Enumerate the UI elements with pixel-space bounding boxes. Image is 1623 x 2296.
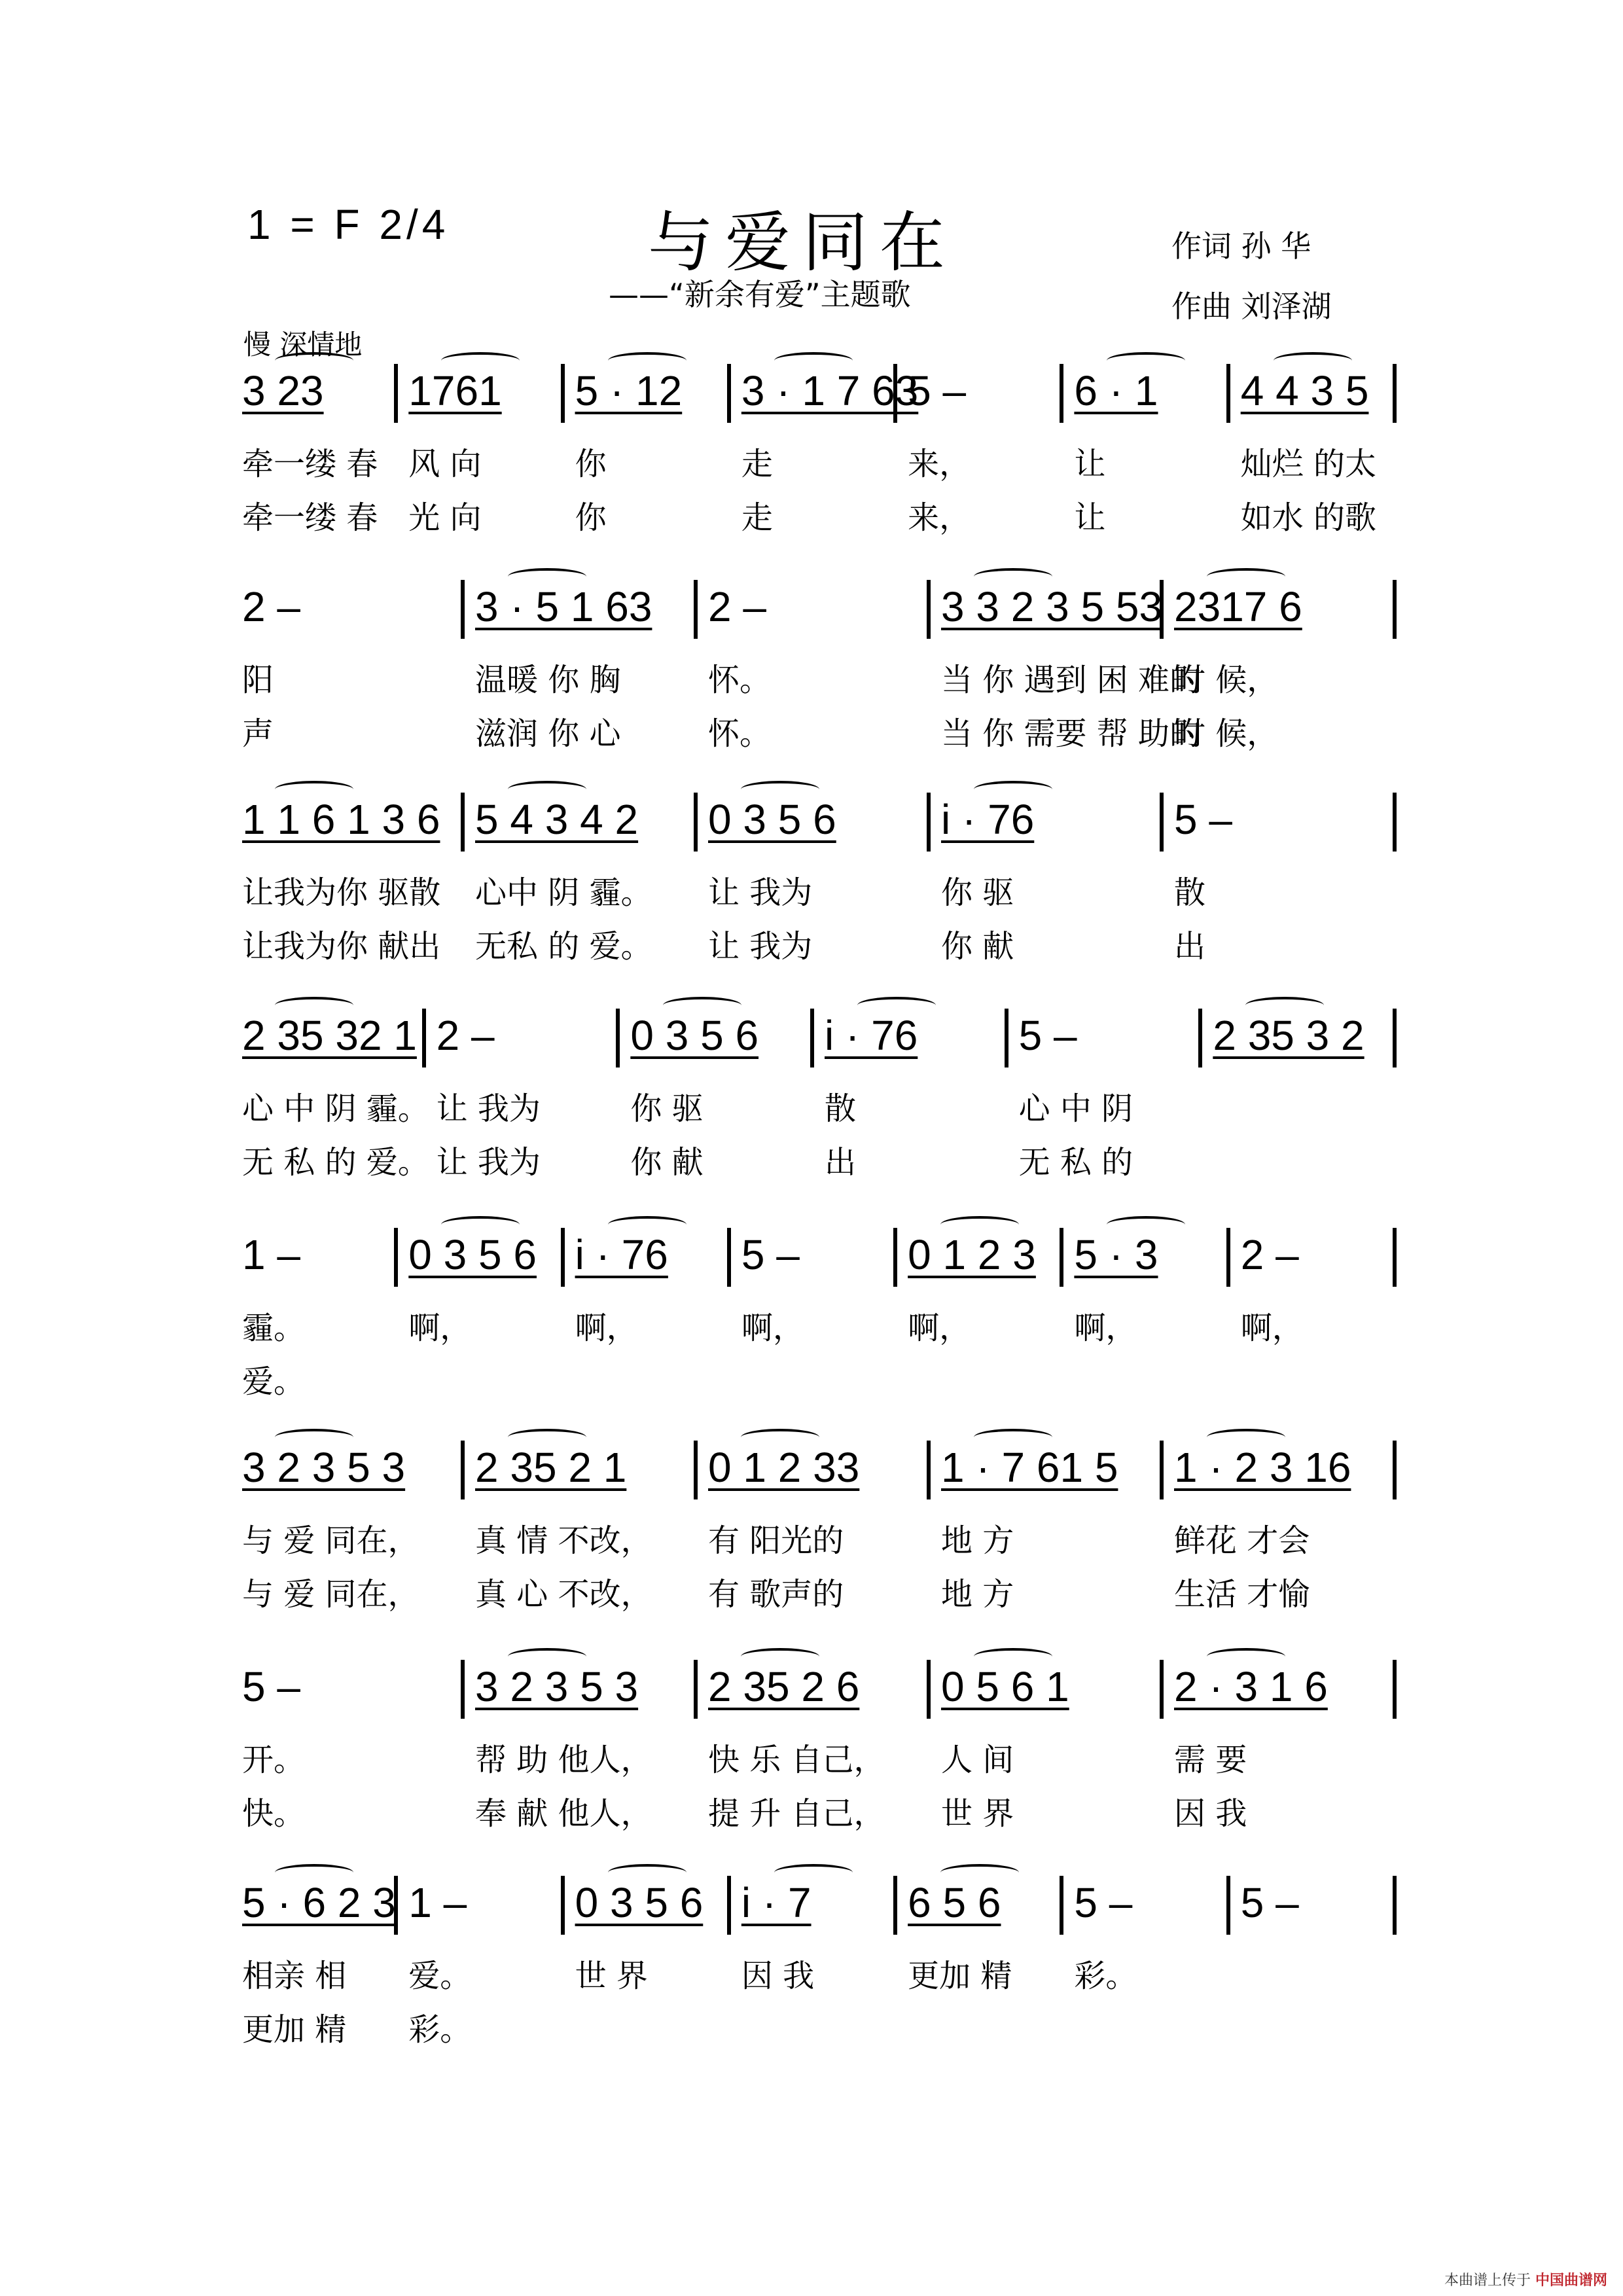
lyrics-verse-2 xyxy=(236,492,1400,536)
lyric-segment: 更加 精 xyxy=(908,1958,1012,1994)
measure-notes: 1 · 2 3 16 xyxy=(1174,1444,1351,1491)
lyric-segment: 牵一缕 春 xyxy=(242,446,378,482)
lyric-segment: 人 间 xyxy=(941,1742,1014,1778)
lyric-segment: 与 爱 同在， xyxy=(242,1522,419,1559)
lyric-segment: 啊， xyxy=(1074,1310,1137,1346)
lyric-segment: 有 歌声的 xyxy=(708,1576,844,1613)
lyric-segment: 你 献 xyxy=(941,928,1014,965)
lyric-segment: 时 候， xyxy=(1174,715,1279,752)
measure-notes: 6 · 1 xyxy=(1074,367,1158,414)
lyric-segment: 你 驱 xyxy=(630,1090,704,1127)
lyric-segment: 让 我为 xyxy=(436,1090,541,1127)
lyric-segment: 彩。 xyxy=(408,2011,472,2048)
lyrics-verse-1 xyxy=(236,867,1400,911)
measure-notes: 0 3 5 6 xyxy=(408,1231,537,1278)
measure-notes: 3 2 3 5 3 xyxy=(242,1444,406,1491)
measure-notes: 2 35 3 2 xyxy=(1213,1012,1364,1059)
lyrics-verse-2 xyxy=(236,921,1400,965)
lyrics-verse-1 xyxy=(236,655,1400,698)
lyric-segment: 开。 xyxy=(242,1742,306,1778)
notation-row xyxy=(236,583,1400,641)
lyric-segment: 散 xyxy=(1174,874,1206,911)
measure-notes: 5 – xyxy=(1240,1879,1299,1926)
measure-notes: 3 23 xyxy=(242,367,324,414)
lyric-segment: 让 xyxy=(1074,446,1106,482)
lyric-segment: 怀。 xyxy=(708,662,772,698)
measure-notes: 3 2 3 5 3 xyxy=(475,1663,639,1710)
measure-notes: 0 1 2 33 xyxy=(708,1444,860,1491)
measure-notes: 2 · 3 1 6 xyxy=(1174,1663,1328,1710)
measure-notes: 2 35 2 6 xyxy=(708,1663,860,1710)
lyrics-verse-2 xyxy=(236,1137,1400,1181)
measure-notes: 5 4 3 4 2 xyxy=(475,796,639,843)
lyric-segment: 更加 精 xyxy=(242,2011,347,2048)
lyric-segment: 因 我 xyxy=(1174,1795,1247,1832)
measure-notes: 5 – xyxy=(242,1663,300,1710)
lyric-segment: 相亲 相 xyxy=(242,1958,347,1994)
measure-notes: 2317 6 xyxy=(1174,583,1302,630)
lyric-segment: 来， xyxy=(908,446,971,482)
lyrics-verse-1 xyxy=(236,1302,1400,1346)
lyric-segment: 啊， xyxy=(741,1310,804,1346)
lyric-segment: 当 你 需要 帮 助的 xyxy=(941,715,1202,752)
measure-notes: 2 35 32 1 xyxy=(242,1012,417,1059)
lyric-segment: 如水 的歌 xyxy=(1240,499,1376,536)
lyrics-verse-2 xyxy=(236,1569,1400,1613)
key-signature: 1 = F 2/4 xyxy=(247,201,450,248)
lyric-segment: 怀。 xyxy=(708,715,772,752)
lyrics-verse-1 xyxy=(236,1515,1400,1559)
lyric-segment: 真 心 不改， xyxy=(475,1576,652,1613)
lyric-segment: 世 界 xyxy=(941,1795,1014,1832)
measure-notes: 0 1 2 3 xyxy=(908,1231,1036,1278)
lyric-segment: 让我为你 驱散 xyxy=(242,874,441,911)
measure-notes: 5 – xyxy=(741,1231,800,1278)
lyric-segment: 地 方 xyxy=(941,1576,1014,1613)
notation-row xyxy=(236,367,1400,425)
lyric-segment: 生活 才愉 xyxy=(1174,1576,1310,1613)
lyric-segment: 无 私 的 爱。 xyxy=(242,1144,429,1181)
notation-row xyxy=(236,1011,1400,1070)
measure-notes: 4 4 3 5 xyxy=(1240,367,1369,414)
measure-notes: 2 35 2 1 xyxy=(475,1444,627,1491)
lyric-segment: 散 xyxy=(825,1090,857,1127)
lyric-segment: 真 情 不改， xyxy=(475,1522,652,1559)
measure-notes: 1 – xyxy=(242,1231,300,1278)
lyric-segment: 牵一缕 春 xyxy=(242,499,378,536)
composer-credit: 作曲 刘泽湖 xyxy=(1171,289,1332,324)
measure-notes: 5 · 6 2 3 xyxy=(242,1879,396,1926)
measure-notes: i · 7 xyxy=(741,1879,812,1926)
lyric-segment: 滋润 你 心 xyxy=(475,715,621,752)
lyric-segment: 心中 阴 霾。 xyxy=(475,874,652,911)
lyric-segment: 心 中 阴 霾。 xyxy=(242,1090,429,1127)
lyric-segment: 与 爱 同在， xyxy=(242,1576,419,1613)
measure-notes: i · 76 xyxy=(941,796,1035,843)
lyric-segment: 当 你 遇到 困 难的 xyxy=(941,662,1202,698)
lyric-segment: 世 界 xyxy=(575,1958,648,1994)
lyric-segment: 彩。 xyxy=(1074,1958,1137,1994)
lyric-segment: 提 升 自己， xyxy=(708,1795,885,1832)
measure-notes: 6 5 6 xyxy=(908,1879,1001,1926)
site-brand-logo: 中国曲谱网 xyxy=(1535,2272,1607,2289)
lyrics-verse-2 xyxy=(236,1356,1400,1400)
lyric-segment: 无私 的 爱。 xyxy=(475,928,652,965)
measure-notes: 3 · 5 1 63 xyxy=(475,583,652,630)
measure-notes: 5 – xyxy=(1174,796,1232,843)
lyricist-credit: 作词 孙 华 xyxy=(1171,228,1311,264)
measure-notes: 2 – xyxy=(708,583,766,630)
lyric-segment: 需 要 xyxy=(1174,1742,1247,1778)
lyric-segment: 声 xyxy=(242,715,274,752)
lyric-segment: 你 驱 xyxy=(941,874,1014,911)
lyric-segment: 温暖 你 胸 xyxy=(475,662,621,698)
measure-notes: 3 · 1 7 63 xyxy=(741,367,919,414)
song-subtitle: ——“新余有爱”主题歌 xyxy=(609,277,911,312)
lyric-segment: 你 xyxy=(575,499,607,536)
measure-notes: 1 · 7 61 5 xyxy=(941,1444,1118,1491)
measure-notes: 2 – xyxy=(1240,1231,1299,1278)
lyric-segment: 无 私 的 xyxy=(1018,1144,1133,1181)
measure-notes: i · 76 xyxy=(825,1012,918,1059)
lyric-segment: 时 候， xyxy=(1174,662,1279,698)
lyric-segment: 走 xyxy=(741,499,773,536)
lyric-segment: 快 乐 自己， xyxy=(708,1742,885,1778)
lyric-segment: 啊， xyxy=(575,1310,638,1346)
measure-notes: 2 – xyxy=(436,1012,495,1059)
lyric-segment: 来， xyxy=(908,499,971,536)
lyrics-verse-1 xyxy=(236,439,1400,482)
lyric-segment: 让 我为 xyxy=(708,928,813,965)
lyric-segment: 爱。 xyxy=(408,1958,472,1994)
lyrics-verse-1 xyxy=(236,1083,1400,1127)
lyric-segment: 灿烂 的太 xyxy=(1240,446,1376,482)
notation-row xyxy=(236,1230,1400,1289)
tempo-marking: 慢 深情地 xyxy=(243,329,363,361)
lyric-segment: 鲜花 才会 xyxy=(1174,1522,1310,1559)
lyric-segment: 出 xyxy=(1174,928,1206,965)
measure-notes: 0 3 5 6 xyxy=(630,1012,759,1059)
lyrics-verse-2 xyxy=(236,708,1400,752)
lyrics-verse-1 xyxy=(236,1950,1400,1994)
lyric-segment: 爱。 xyxy=(242,1363,306,1400)
measure-notes: 0 5 6 1 xyxy=(941,1663,1069,1710)
lyric-segment: 让 我为 xyxy=(436,1144,541,1181)
upload-note: 本曲谱上传于 xyxy=(1444,2272,1531,2289)
lyric-segment: 心 中 阴 xyxy=(1018,1090,1133,1127)
measure-notes: 5 – xyxy=(908,367,967,414)
lyric-segment: 走 xyxy=(741,446,773,482)
measure-notes: 3 3 2 3 5 53 xyxy=(941,583,1163,630)
lyric-segment: 奉 献 他人， xyxy=(475,1795,652,1832)
lyric-segment: 快。 xyxy=(242,1795,306,1832)
lyric-segment: 啊， xyxy=(1240,1310,1304,1346)
lyrics-verse-1 xyxy=(236,1734,1400,1778)
lyric-segment: 因 我 xyxy=(741,1958,815,1994)
lyric-segment: 阳 xyxy=(242,662,274,698)
notation-row xyxy=(236,1662,1400,1721)
measure-notes: 2 – xyxy=(242,583,300,630)
lyric-segment: 啊， xyxy=(408,1310,472,1346)
notation-row xyxy=(236,795,1400,854)
lyric-segment: 出 xyxy=(825,1144,857,1181)
measure-notes: 0 3 5 6 xyxy=(708,796,836,843)
lyric-segment: 风 向 xyxy=(408,446,482,482)
lyric-segment: 让 xyxy=(1074,499,1106,536)
measure-notes: 1 – xyxy=(408,1879,467,1926)
measure-notes: 5 · 12 xyxy=(575,367,683,414)
measure-notes: i · 76 xyxy=(575,1231,668,1278)
measure-notes: 5 · 3 xyxy=(1074,1231,1158,1278)
lyric-segment: 帮 助 他人， xyxy=(475,1742,652,1778)
measure-notes: 1761 xyxy=(408,367,502,414)
notation-row xyxy=(236,1878,1400,1937)
measure-notes: 5 – xyxy=(1018,1012,1077,1059)
lyric-segment: 光 向 xyxy=(408,499,482,536)
lyrics-verse-2 xyxy=(236,1788,1400,1832)
lyric-segment: 你 献 xyxy=(630,1144,704,1181)
lyric-segment: 你 xyxy=(575,446,607,482)
measure-notes: 5 – xyxy=(1074,1879,1133,1926)
notation-row xyxy=(236,1443,1400,1502)
lyric-segment: 让我为你 献出 xyxy=(242,928,441,965)
lyrics-verse-2 xyxy=(236,2004,1400,2048)
lyric-segment: 地 方 xyxy=(941,1522,1014,1559)
lyric-segment: 霾。 xyxy=(242,1310,306,1346)
measure-notes: 1 1 6 1 3 6 xyxy=(242,796,440,843)
measure-notes: 0 3 5 6 xyxy=(575,1879,704,1926)
lyric-segment: 有 阳光的 xyxy=(708,1522,844,1559)
upload-watermark xyxy=(1444,2269,1607,2289)
lyric-segment: 让 我为 xyxy=(708,874,813,911)
lyric-segment: 啊， xyxy=(908,1310,971,1346)
song-title: 与爱同在 xyxy=(648,204,957,281)
